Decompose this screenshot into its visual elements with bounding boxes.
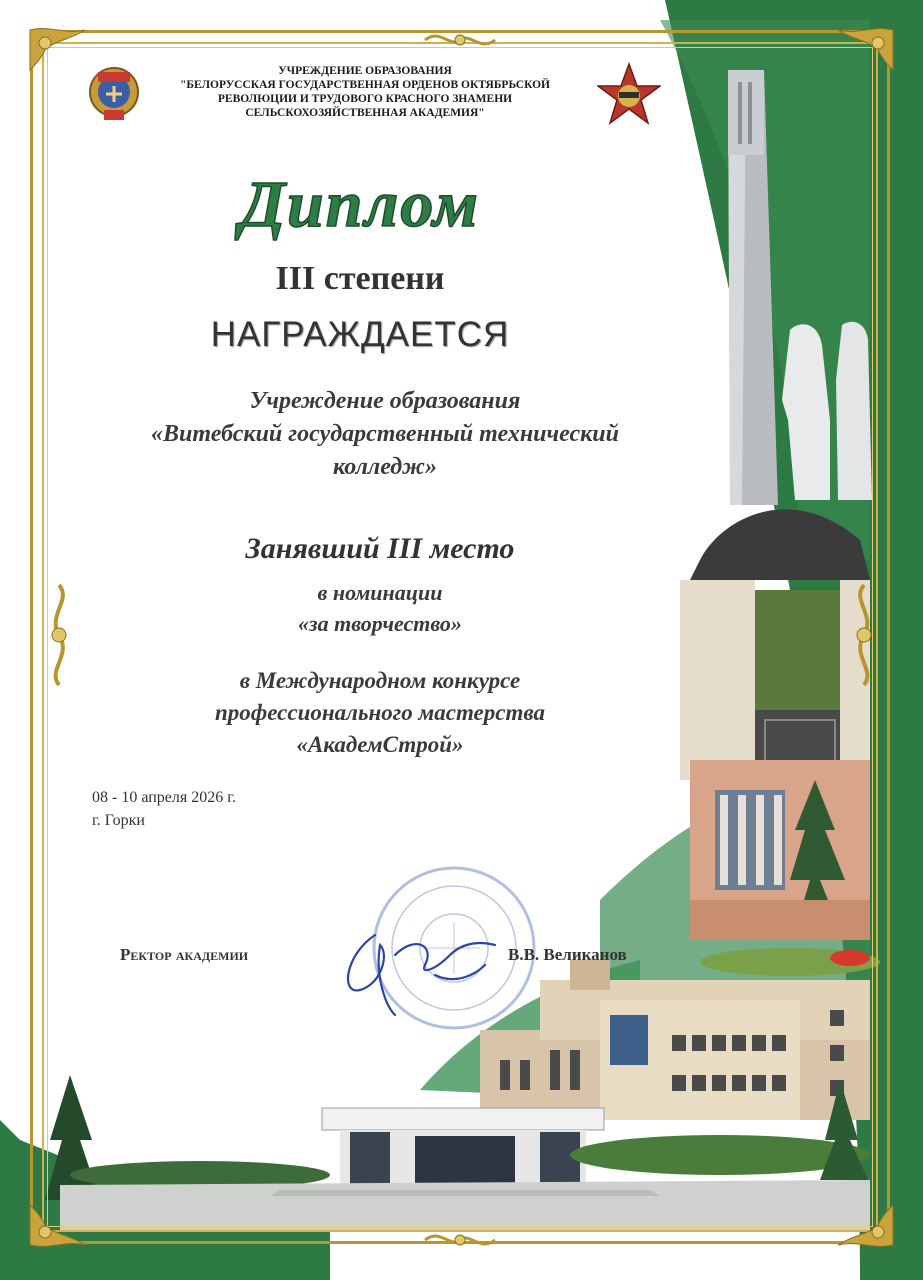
ussr-order-emblem-icon xyxy=(88,64,140,124)
org-line: Учреждение образования xyxy=(249,388,521,414)
contest-line: «АкадемСтрой» xyxy=(296,732,464,757)
institution-header xyxy=(160,64,570,120)
nomination-line: «за творчество» xyxy=(298,611,462,636)
org-line: «Витебский государственный технический xyxy=(151,421,619,447)
signatory-role: Ректор академии xyxy=(120,945,249,964)
degree-text: III степени xyxy=(275,260,445,297)
nomination-block xyxy=(150,577,610,639)
corner-ornament-bottom-left xyxy=(25,1200,95,1250)
event-date: 08 - 10 апреля 2026 г. xyxy=(92,789,236,806)
contest-line: профессионального мастерства xyxy=(215,700,545,725)
header-line: "БЕЛОРУССКАЯ ГОСУДАРСТВЕННАЯ ОРДЕНОВ ОКТЯБРЬСКОЙ xyxy=(179,79,551,91)
left-side-ornament xyxy=(42,580,76,690)
top-center-ornament xyxy=(420,28,500,52)
header-line: РЕВОЛЮЦИИ И ТРУДОВОГО КРАСНОГО ЗНАМЕНИ xyxy=(217,93,513,105)
rector-signature-icon xyxy=(335,915,515,1035)
right-side-ornament xyxy=(847,580,881,690)
corner-ornament-top-right xyxy=(828,25,898,75)
contest-block xyxy=(110,665,650,761)
org-line: колледж» xyxy=(332,454,438,480)
place-text: Занявший III место xyxy=(245,532,515,565)
diploma-title xyxy=(205,158,515,248)
signatory-name: В.В. Великанов xyxy=(508,945,627,964)
corner-ornament-top-left xyxy=(25,25,95,75)
event-city: г. Горки xyxy=(92,812,145,829)
header-line: УЧРЕЖДЕНИЕ ОБРАЗОВАНИЯ xyxy=(278,65,452,77)
red-star-order-icon xyxy=(597,62,661,126)
contest-line: в Международном конкурсе xyxy=(239,668,521,693)
diploma-title-text: Диплом xyxy=(239,168,481,241)
awarded-heading: НАГРАЖДАЕТСЯ xyxy=(210,315,510,354)
corner-ornament-bottom-right xyxy=(828,1200,898,1250)
recipient-organization xyxy=(90,385,680,484)
nomination-line: в номинации xyxy=(317,580,443,605)
bottom-center-ornament xyxy=(420,1228,500,1252)
date-location-block xyxy=(92,786,332,832)
header-line: СЕЛЬСКОХОЗЯЙСТВЕННАЯ АКАДЕМИЯ" xyxy=(245,107,485,119)
